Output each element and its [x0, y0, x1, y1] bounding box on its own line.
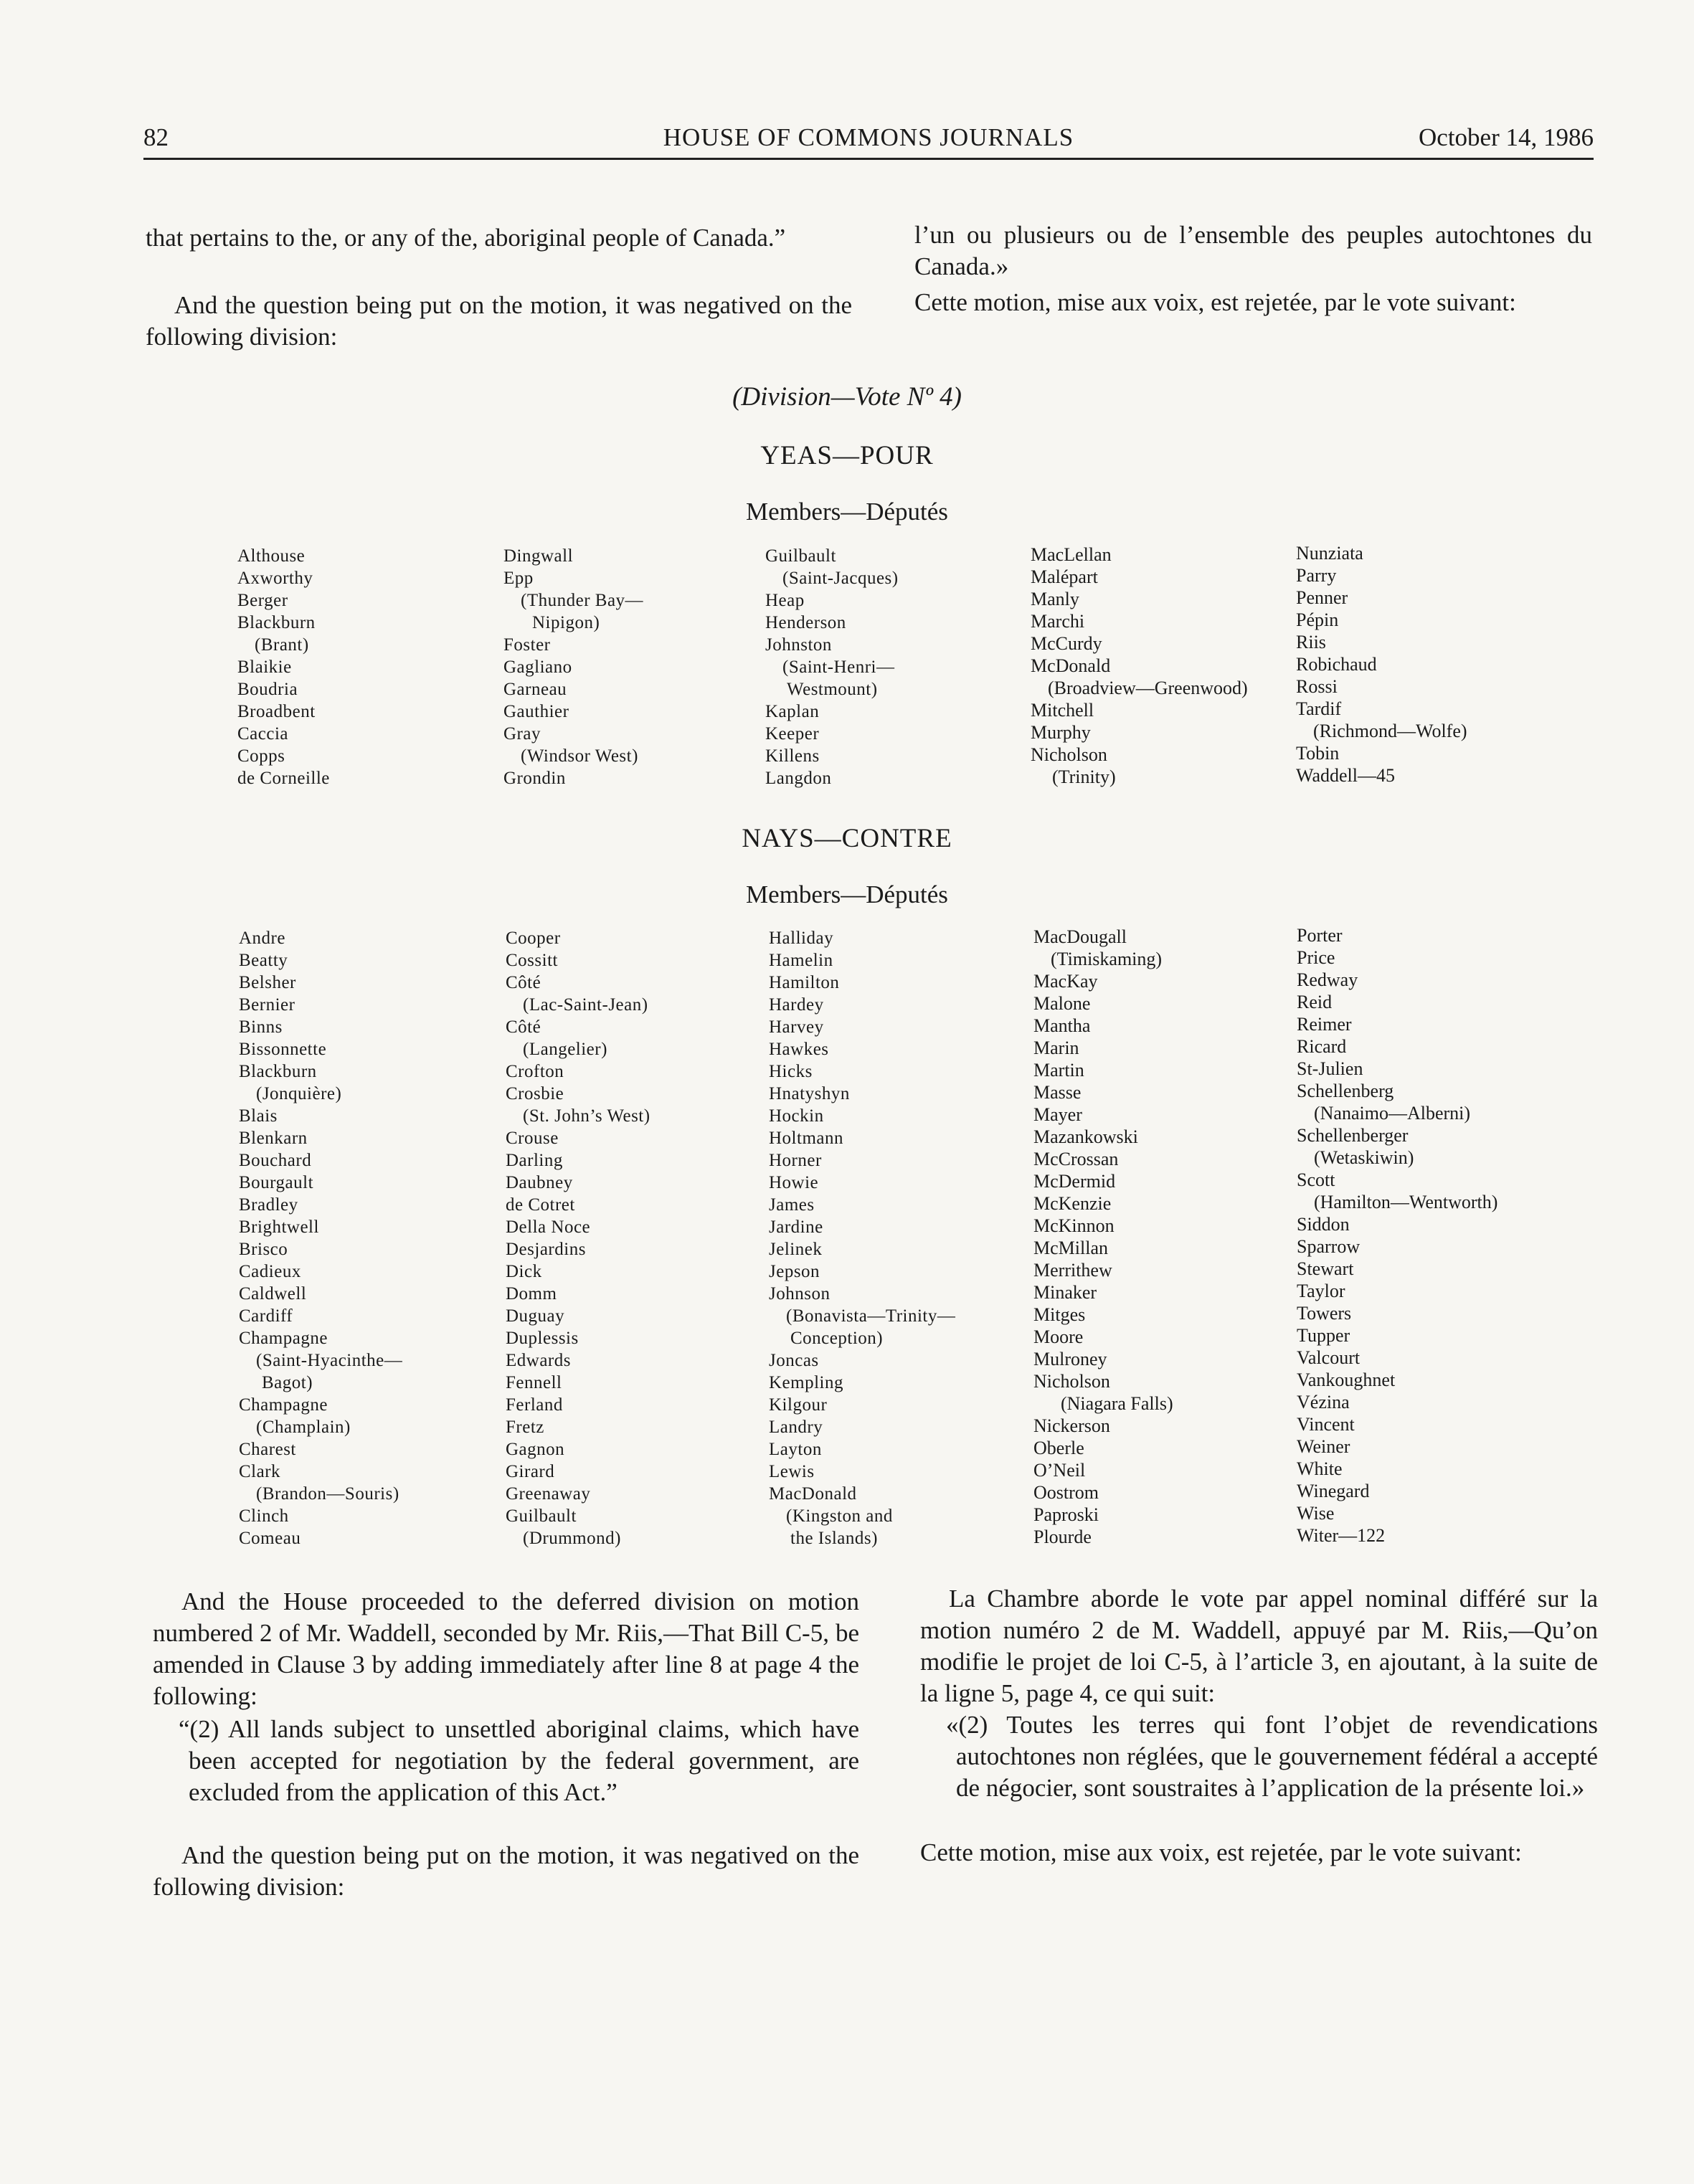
member-name: Oostrom: [1033, 1482, 1099, 1503]
member-name: Andre: [239, 929, 285, 948]
member-name: Desjardins: [506, 1240, 586, 1259]
member-name: Binns: [239, 1017, 283, 1037]
member-name: Keeper: [765, 724, 820, 744]
member-name: Kempling: [769, 1373, 843, 1392]
member-riding: (Saint-Hyacinthe—: [256, 1351, 403, 1370]
yeas-column-3: [765, 545, 1052, 789]
member-name: Heap: [765, 591, 805, 610]
member-name: Crosbie: [506, 1084, 564, 1103]
member-name: Valcourt: [1297, 1347, 1361, 1368]
member-name: Riis: [1296, 632, 1326, 652]
member-name: Axworthy: [237, 569, 313, 588]
member-name: Joncas: [769, 1351, 819, 1370]
member-name: Towers: [1297, 1303, 1352, 1324]
member-name: Scott: [1297, 1169, 1335, 1190]
member-name: James: [769, 1195, 815, 1215]
member-name: Dingwall: [503, 546, 574, 566]
member-name: Blackburn: [237, 613, 316, 632]
member-name: Champagne: [239, 1329, 328, 1348]
member-name: Reid: [1297, 992, 1333, 1012]
member-name: Bissonnette: [239, 1040, 327, 1059]
member-riding: (Richmond—Wolfe): [1313, 721, 1467, 741]
member-name: Stewart: [1297, 1258, 1354, 1279]
member-name: Althouse: [237, 546, 306, 566]
member-name: Winegard: [1297, 1481, 1370, 1501]
french-deferred-division-paragraph: La Chambre aborde le vote par appel nominal différé sur la motion numéro 2 de M. Waddell, appuyé par M. Riis,—Qu’on modifie le projet de loi C-5, à l’article 3, en ajoutant, à la suite de la ligne 5, page 4, ce qui suit:: [920, 1585, 1598, 1707]
member-name: Killens: [765, 746, 820, 766]
member-name: Tobin: [1296, 743, 1340, 764]
member-name: Oberle: [1033, 1438, 1084, 1458]
member-name: Redway: [1297, 969, 1358, 990]
member-name: Horner: [769, 1151, 822, 1170]
member-name: Cossitt: [506, 951, 558, 970]
french-paragraph-continued: l’un ou plusieurs ou de l’ensemble des peuples autochtones du Canada.»: [914, 221, 1592, 280]
member-riding: (Saint-Jacques): [782, 569, 899, 588]
member-name: Broadbent: [237, 702, 316, 721]
member-riding: (Langelier): [523, 1040, 607, 1059]
member-name: Bernier: [239, 995, 295, 1015]
member-name: Brisco: [239, 1240, 288, 1259]
member-name: Mazankowski: [1033, 1126, 1138, 1147]
member-name: Kilgour: [769, 1395, 828, 1415]
member-name: Plourde: [1033, 1527, 1092, 1547]
member-name: Gagnon: [506, 1440, 565, 1459]
member-name: McDonald: [1031, 655, 1111, 676]
member-name: Nicholson: [1031, 744, 1107, 765]
member-name: Mantha: [1033, 1015, 1091, 1036]
member-name: Mulroney: [1033, 1349, 1107, 1369]
member-riding: (Broadview—Greenwood): [1048, 678, 1248, 698]
member-name: Waddell—45: [1296, 765, 1395, 786]
member-name: Belsher: [239, 973, 296, 992]
yeas-column-4: [1031, 543, 1317, 788]
member-name: Clark: [239, 1462, 281, 1481]
member-name: Vincent: [1297, 1414, 1355, 1435]
member-name: Sparrow: [1297, 1236, 1361, 1257]
member-name: Henderson: [765, 613, 846, 632]
member-name: Hamilton: [769, 973, 840, 992]
english-question-paragraph-2: And the question being put on the motion, it was negatived on the following division:: [153, 1841, 859, 1901]
member-name: de Cotret: [506, 1195, 575, 1215]
member-name: Dick: [506, 1262, 542, 1281]
member-riding: (Champlain): [256, 1418, 351, 1437]
member-name: Paproski: [1033, 1504, 1099, 1525]
member-name: St-Julien: [1297, 1058, 1363, 1079]
member-riding: (Trinity): [1052, 766, 1116, 787]
member-name: Vézina: [1297, 1392, 1350, 1413]
member-name: Parry: [1296, 565, 1337, 586]
member-name: Bouchard: [239, 1151, 312, 1170]
nays-column-1: [239, 927, 526, 1549]
member-name: Nicholson: [1033, 1371, 1110, 1392]
member-riding: (Nanaimo—Alberni): [1314, 1103, 1471, 1124]
member-name: Porter: [1297, 925, 1343, 946]
member-name: Hawkes: [769, 1040, 829, 1059]
page-header: [143, 120, 1594, 160]
member-name: McCrossan: [1033, 1149, 1119, 1169]
member-name: Blenkarn: [239, 1129, 308, 1148]
member-name: Champagne: [239, 1395, 328, 1415]
english-amendment-quote: “(2) All lands subject to unsettled aboriginal claims, which have been accepted for negotiation by the federal government, are excluded from the application of this Act.”: [179, 1715, 859, 1806]
member-name: Minaker: [1033, 1282, 1097, 1303]
member-name: Fennell: [506, 1373, 562, 1392]
english-question-paragraph: And the question being put on the motion, it was negatived on the following division:: [146, 291, 852, 351]
member-name: Ferland: [506, 1395, 563, 1415]
member-name: Charest: [239, 1440, 296, 1459]
nays-members-heading: Members—Députés: [746, 880, 948, 908]
member-name: O’Neil: [1033, 1460, 1086, 1481]
member-name: Duguay: [506, 1306, 565, 1326]
member-name: de Corneille: [237, 769, 330, 788]
member-name: Landry: [769, 1418, 823, 1437]
yeas-column-5: [1296, 542, 1583, 787]
member-riding: Nipigon): [532, 613, 600, 632]
member-name: Brightwell: [239, 1217, 319, 1237]
yeas-members-heading: Members—Députés: [746, 498, 948, 526]
member-riding: Westmount): [787, 680, 878, 699]
member-name: Edwards: [506, 1351, 571, 1370]
member-name: Duplessis: [506, 1329, 579, 1348]
member-name: Garneau: [503, 680, 567, 699]
member-name: Hardey: [769, 995, 824, 1015]
member-name: Clinch: [239, 1506, 289, 1526]
member-name: Schellenberger: [1297, 1125, 1409, 1146]
member-name: Caldwell: [239, 1284, 307, 1304]
member-name: Witer—122: [1297, 1525, 1386, 1546]
member-name: Johnston: [765, 635, 832, 655]
member-name: Langdon: [765, 769, 832, 788]
member-name: Jardine: [769, 1217, 823, 1237]
nays-column-3: [769, 927, 1056, 1549]
member-name: Marchi: [1031, 611, 1085, 632]
member-name: Beatty: [239, 951, 288, 970]
member-name: Mitchell: [1031, 700, 1094, 721]
journal-title: HOUSE OF COMMONS JOURNALS: [663, 123, 1074, 151]
member-name: Cardiff: [239, 1306, 293, 1326]
member-name: MacLellan: [1031, 544, 1112, 565]
member-name: Price: [1297, 947, 1335, 968]
member-name: Howie: [769, 1173, 819, 1192]
member-name: Malépart: [1031, 566, 1098, 587]
member-name: Tupper: [1297, 1325, 1350, 1346]
member-name: Crofton: [506, 1062, 564, 1081]
member-riding: (Windsor West): [521, 746, 638, 766]
member-name: Reimer: [1297, 1014, 1352, 1035]
yeas-column-1: [237, 545, 524, 789]
member-name: Mayer: [1033, 1104, 1082, 1125]
member-riding: Conception): [790, 1329, 884, 1348]
member-name: Holtmann: [769, 1129, 843, 1148]
french-amendment-quote: «(2) Toutes les terres qui font l’objet de revendications autochtones non réglées, que le gouvernement fédéral a accepté de négocier, sont soustraites à l’application de la présente loi.»: [946, 1711, 1598, 1802]
member-riding: (Timiskaming): [1051, 949, 1163, 969]
member-name: Daubney: [506, 1173, 573, 1192]
member-name: White: [1297, 1458, 1343, 1479]
member-name: MacDonald: [769, 1484, 857, 1504]
member-riding: (St. John’s West): [523, 1106, 650, 1126]
member-name: Hockin: [769, 1106, 824, 1126]
member-name: Darling: [506, 1151, 563, 1170]
member-name: Moore: [1033, 1326, 1084, 1347]
yeas-heading: YEAS—POUR: [760, 441, 934, 470]
yeas-column-2: [503, 545, 790, 789]
member-name: Hnatyshyn: [769, 1084, 850, 1103]
nays-column-4: [1033, 926, 1320, 1548]
member-name: Penner: [1296, 587, 1348, 608]
member-name: Ricard: [1297, 1036, 1347, 1057]
member-riding: (Saint-Henri—: [782, 657, 895, 677]
member-name: Gagliano: [503, 657, 572, 677]
member-name: Caccia: [237, 724, 289, 744]
member-name: Boudria: [237, 680, 298, 699]
member-name: Johnson: [769, 1284, 831, 1304]
nays-column-2: [506, 927, 792, 1549]
member-name: Wise: [1297, 1503, 1335, 1524]
member-name: Marin: [1033, 1038, 1079, 1058]
member-riding: (Niagara Falls): [1061, 1393, 1173, 1414]
member-name: Manly: [1031, 589, 1079, 609]
member-name: Malone: [1033, 993, 1091, 1014]
member-name: Côté: [506, 1017, 541, 1037]
member-name: Pépin: [1296, 609, 1339, 630]
member-name: Rossi: [1296, 676, 1338, 697]
page-number: 82: [143, 123, 169, 151]
member-riding: the Islands): [790, 1529, 878, 1548]
member-name: Cadieux: [239, 1262, 301, 1281]
member-name: Nunziata: [1296, 543, 1363, 564]
division-title: (Division—Vote Nº 4): [732, 382, 962, 412]
member-name: Gray: [503, 724, 541, 744]
english-deferred-division-paragraph: And the House proceeded to the deferred division on motion numbered 2 of Mr. Waddell, seconded by Mr. Riis,—That Bill C-5, be amended in Clause 3 by adding immediately after line 8 at page 4 the following:: [153, 1587, 859, 1710]
french-question-paragraph-2: Cette motion, mise aux voix, est rejetée, par le vote suivant:: [920, 1838, 1522, 1866]
member-name: Blackburn: [239, 1062, 317, 1081]
member-name: McKinnon: [1033, 1215, 1115, 1236]
member-name: Hicks: [769, 1062, 813, 1081]
member-name: Greenaway: [506, 1484, 591, 1504]
member-name: Vankoughnet: [1297, 1369, 1396, 1390]
member-name: Taylor: [1297, 1281, 1345, 1301]
member-name: Merrithew: [1033, 1260, 1112, 1281]
member-name: Berger: [237, 591, 288, 610]
member-name: Schellenberg: [1297, 1081, 1394, 1101]
member-name: Guilbault: [506, 1506, 577, 1526]
member-name: Bradley: [239, 1195, 298, 1215]
member-name: Masse: [1033, 1082, 1082, 1103]
member-name: Domm: [506, 1284, 557, 1304]
member-name: Copps: [237, 746, 285, 766]
member-name: Robichaud: [1296, 654, 1377, 675]
member-riding: (Thunder Bay—: [521, 591, 644, 610]
member-name: Harvey: [769, 1017, 824, 1037]
member-riding: (Wetaskiwin): [1314, 1147, 1414, 1168]
member-name: McMillan: [1033, 1238, 1108, 1258]
member-name: Nickerson: [1033, 1415, 1110, 1436]
member-name: Mitges: [1033, 1304, 1086, 1325]
member-name: McDermid: [1033, 1171, 1116, 1192]
member-name: Tardif: [1296, 698, 1342, 719]
member-name: Girard: [506, 1462, 555, 1481]
english-paragraph-continued: that pertains to the, or any of the, aboriginal people of Canada.”: [146, 224, 786, 252]
member-riding: (Brandon—Souris): [256, 1484, 399, 1504]
member-riding: (Jonquière): [256, 1084, 342, 1103]
journal-date: October 14, 1986: [1419, 123, 1594, 151]
member-name: Gauthier: [503, 702, 569, 721]
member-name: Côté: [506, 973, 541, 992]
member-name: Halliday: [769, 929, 834, 948]
member-name: MacKay: [1033, 971, 1098, 992]
member-name: Della Noce: [506, 1217, 591, 1237]
nays-heading: NAYS—CONTRE: [742, 824, 952, 853]
member-name: Comeau: [239, 1529, 301, 1548]
member-name: Jepson: [769, 1262, 820, 1281]
member-name: Martin: [1033, 1060, 1084, 1081]
member-name: McKenzie: [1033, 1193, 1112, 1214]
member-name: Blaikie: [237, 657, 292, 677]
member-name: Lewis: [769, 1462, 815, 1481]
member-name: Cooper: [506, 929, 561, 948]
member-name: MacDougall: [1033, 926, 1127, 947]
member-name: Kaplan: [765, 702, 820, 721]
member-riding: (Kingston and: [786, 1506, 893, 1526]
french-question-paragraph: Cette motion, mise aux voix, est rejetée, par le vote suivant:: [914, 288, 1516, 316]
member-name: Weiner: [1297, 1436, 1350, 1457]
member-name: Hamelin: [769, 951, 833, 970]
member-name: Fretz: [506, 1418, 544, 1437]
member-riding: (Hamilton—Wentworth): [1314, 1192, 1498, 1212]
member-name: Epp: [503, 569, 534, 588]
member-name: Foster: [503, 635, 551, 655]
nays-column-5: [1297, 924, 1584, 1547]
member-riding: (Lac-Saint-Jean): [523, 995, 648, 1015]
member-name: Blais: [239, 1106, 278, 1126]
member-riding: (Bonavista—Trinity—: [786, 1306, 956, 1326]
member-riding: (Brant): [255, 635, 309, 655]
member-name: Jelinek: [769, 1240, 823, 1259]
member-riding: Bagot): [262, 1373, 313, 1392]
member-name: Grondin: [503, 769, 566, 788]
member-name: Crouse: [506, 1129, 559, 1148]
member-name: Guilbault: [765, 546, 836, 566]
member-name: Layton: [769, 1440, 822, 1459]
member-riding: (Drummond): [523, 1529, 621, 1548]
member-name: Bourgault: [239, 1173, 314, 1192]
member-name: McCurdy: [1031, 633, 1102, 654]
member-name: Murphy: [1031, 722, 1091, 743]
member-name: Siddon: [1297, 1214, 1350, 1235]
